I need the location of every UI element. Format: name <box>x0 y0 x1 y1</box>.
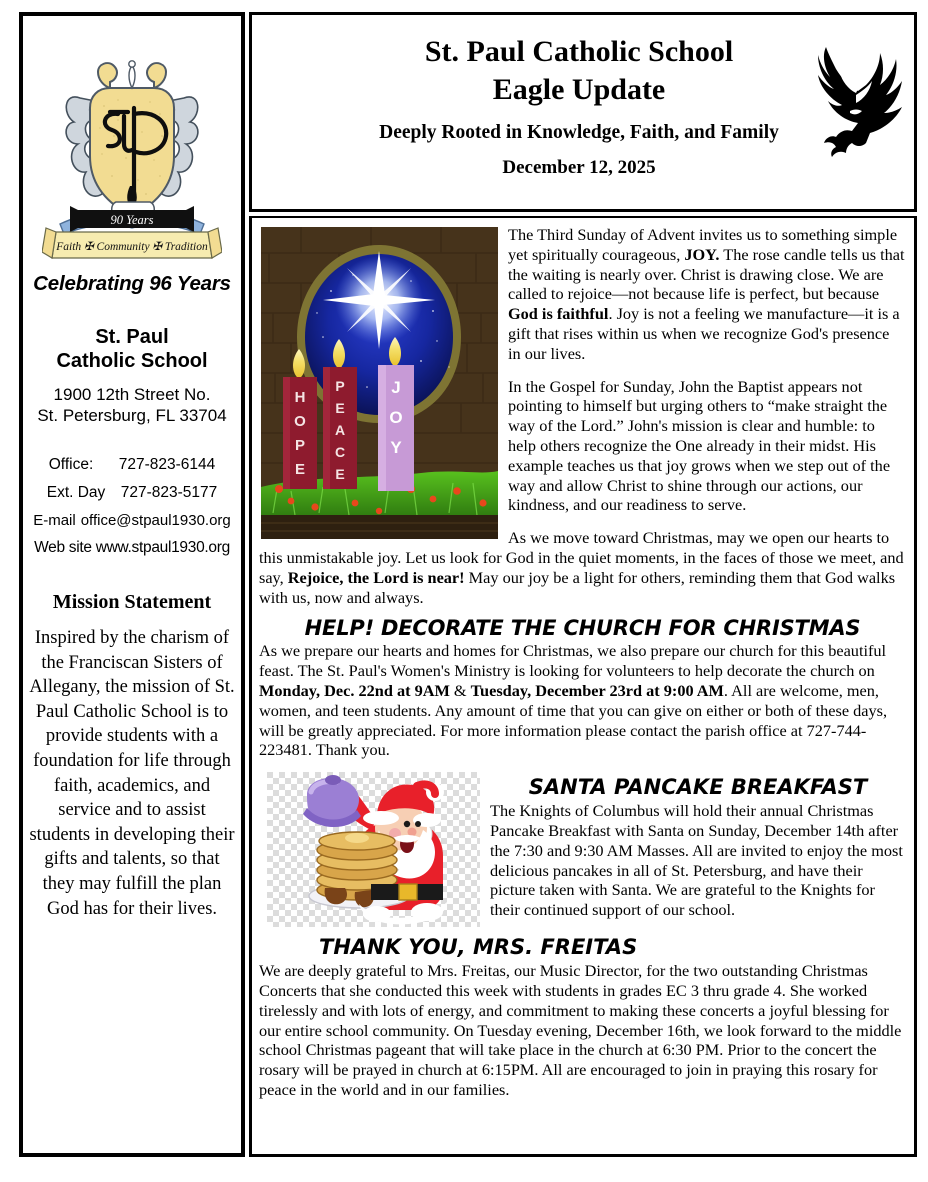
decorate-church-heading: HELP! DECORATE THE CHURCH FOR CHRISTMAS <box>304 616 861 641</box>
svg-text:O: O <box>389 408 403 427</box>
mission-statement-text: Inspired by the charism of the Franciscan Sisters of Allegany, the mission of St. Paul Catholic School is to provide students with a foundation for life through faith, academics, and service and to assist students in developing their gifts and talents, so that they may fulfill the plan God has for their lives. <box>29 627 235 919</box>
contact-info-block <box>23 456 241 557</box>
masthead-date: December 12, 2025 <box>502 156 656 178</box>
contact-row-office <box>23 456 241 474</box>
advent-candles-image <box>261 227 498 539</box>
svg-text:Y: Y <box>390 438 402 457</box>
svg-text:A: A <box>334 422 346 438</box>
masthead-tagline: Deeply Rooted in Knowledge, Faith, and Family <box>379 121 779 143</box>
ext-day-phone[interactable]: 727-823-5177 <box>120 483 218 501</box>
advent-p3-part-a: As we move toward Christmas, may we open our hearts to this unmistakable joy. Let us look for God in the quiet moments, in the faces of those we meet, and say, <box>259 528 904 587</box>
freitas-thankyou-heading: THANK YOU, MRS. FREITAS <box>319 935 638 960</box>
advent-p1-part-e: . Joy is not a feeling we manufacture—it is a gift that rises within us when we recognize God's presence in our lives. <box>508 304 900 363</box>
office-label: Office: <box>48 455 94 473</box>
svg-text:E: E <box>294 461 306 478</box>
advent-paragraph-3 <box>259 528 906 607</box>
candle-label-joy: J <box>391 378 401 397</box>
eagle-icon <box>812 37 908 165</box>
freitas-paragraph: We are deeply grateful to Mrs. Freitas, our Music Director, for the two outstanding Christmas Concerts that she conducted this week with students in grades EC 3 thru grade 4. She worked tirelessly and with lots of energy, and commitment to making these concerts a joyful blessing for our entire school community. On Tuesday evening, December 16th, we look forward to the middle school Christmas pageant that will take place in the church at 6:30 PM. Prior to the concert the rosary will be prayed in church at 6:15PM. All are encouraged to join in praying this rosary for peace in the world and in our families. <box>259 961 902 1099</box>
svg-text:E: E <box>335 466 345 482</box>
email-label: E-mail <box>33 511 76 529</box>
santa-paragraph: The Knights of Columbus will hold their annual Christmas Pancake Breakfast with Santa on Sunday, December 14th after the 7:30 and 9:30 AM Masses. All are invited to enjoy the most delicious pancakes in all of St. Petersburg, and have their picture taken with Santa. We are grateful to the Knights for their continued support of our school. <box>490 801 903 920</box>
email-address[interactable]: office@stpaul1930.org <box>80 511 231 529</box>
sidebar-panel <box>19 12 245 1157</box>
contact-row-ext-day <box>23 484 241 502</box>
crest-motto-label: Faith ✠ Community ✠ Tradition <box>56 241 208 253</box>
advent-p1-part-a: The Third Sunday of Advent invites us to something simple yet spiritually courageous, <box>508 225 898 264</box>
decorate-church-text <box>259 641 906 760</box>
advent-p1-bold-joy: JOY. <box>684 244 720 264</box>
svg-text:C: C <box>334 444 346 460</box>
contact-row-email <box>23 512 241 529</box>
address-line2: St. Petersburg, FL 33704 <box>37 405 227 425</box>
decorate-part-a: As we prepare our hearts and homes for Christmas, we also prepare our church for this beautiful feast. The St. Paul's Women's Ministry is looking for volunteers to help decorate the church on <box>259 641 887 681</box>
crest-years-label: 90 Years <box>110 213 154 227</box>
school-address <box>23 385 241 426</box>
website-url[interactable]: www.stpaul1930.org <box>95 538 230 556</box>
svg-text:O: O <box>294 413 306 430</box>
candle-label-hope: H <box>294 389 306 406</box>
freitas-thankyou-text <box>259 961 906 1100</box>
decorate-part-e: . All are welcome, men, women, and teen students. Any amount of time that you can give on either or both of these days, will be greatly appreciated. For more information please contact the parish office at 727-744-223481. Thank you. <box>259 680 888 760</box>
advent-paragraph-2: In the Gospel for Sunday, John the Baptist appears not pointing to himself but urging others to “make straight the way of the Lord.” John's mission is clear and humble: to help others recognize the One already in their midst. His example teaches us that joy grows when we step out of the way and allow Christ to shine through our actions, our kindness, and our readiness to serve. <box>508 376 891 515</box>
contact-row-website <box>23 539 241 557</box>
school-crest-icon <box>42 36 222 261</box>
masthead-title-line2: Eagle Update <box>492 73 666 107</box>
school-crest-container <box>23 16 241 266</box>
svg-text:E: E <box>335 400 345 416</box>
advent-p3-bold-rejoice: Rejoice, the Lord is near! <box>287 567 465 587</box>
candle-label-peace: P <box>335 378 345 394</box>
santa-pancakes-image <box>267 772 480 927</box>
masthead-title-line1: St. Paul Catholic School <box>424 35 734 68</box>
mission-statement-heading: Mission Statement <box>52 590 212 613</box>
advent-p1-bold-faithful: God is faithful <box>508 304 609 324</box>
school-name-line2: Catholic School <box>56 349 208 372</box>
decorate-bold-monday: Monday, Dec. 22nd at 9AM <box>259 680 450 700</box>
celebrating-years-heading: Celebrating 96 Years <box>33 272 231 295</box>
advent-p1-part-c: The rose candle tells us that the waiting is nearly over. Christ is drawing close. We are called to rejoice—not because life is perfect, but because <box>508 244 905 304</box>
decorate-paragraph <box>259 641 906 760</box>
office-phone[interactable]: 727-823-6144 <box>118 455 216 473</box>
masthead-panel <box>249 12 917 212</box>
santa-breakfast-section <box>259 768 906 931</box>
santa-breakfast-heading: SANTA PANCAKE BREAKFAST <box>528 775 868 800</box>
decorate-bold-tuesday: Tuesday, December 23rd at 9:00 AM <box>470 680 724 700</box>
advent-p3-part-c: May our joy be a light for others, reminding them that God walks with us, now and always. <box>259 567 896 607</box>
address-line1: 1900 12th Street No. <box>53 385 211 405</box>
ext-day-label: Ext. Day <box>46 483 106 501</box>
school-name-line1: St. Paul <box>95 326 169 348</box>
svg-text:P: P <box>294 437 306 454</box>
website-label: Web site <box>34 538 92 556</box>
school-name-block <box>23 326 241 373</box>
decorate-part-c: & <box>449 680 471 700</box>
content-panel <box>249 216 917 1157</box>
